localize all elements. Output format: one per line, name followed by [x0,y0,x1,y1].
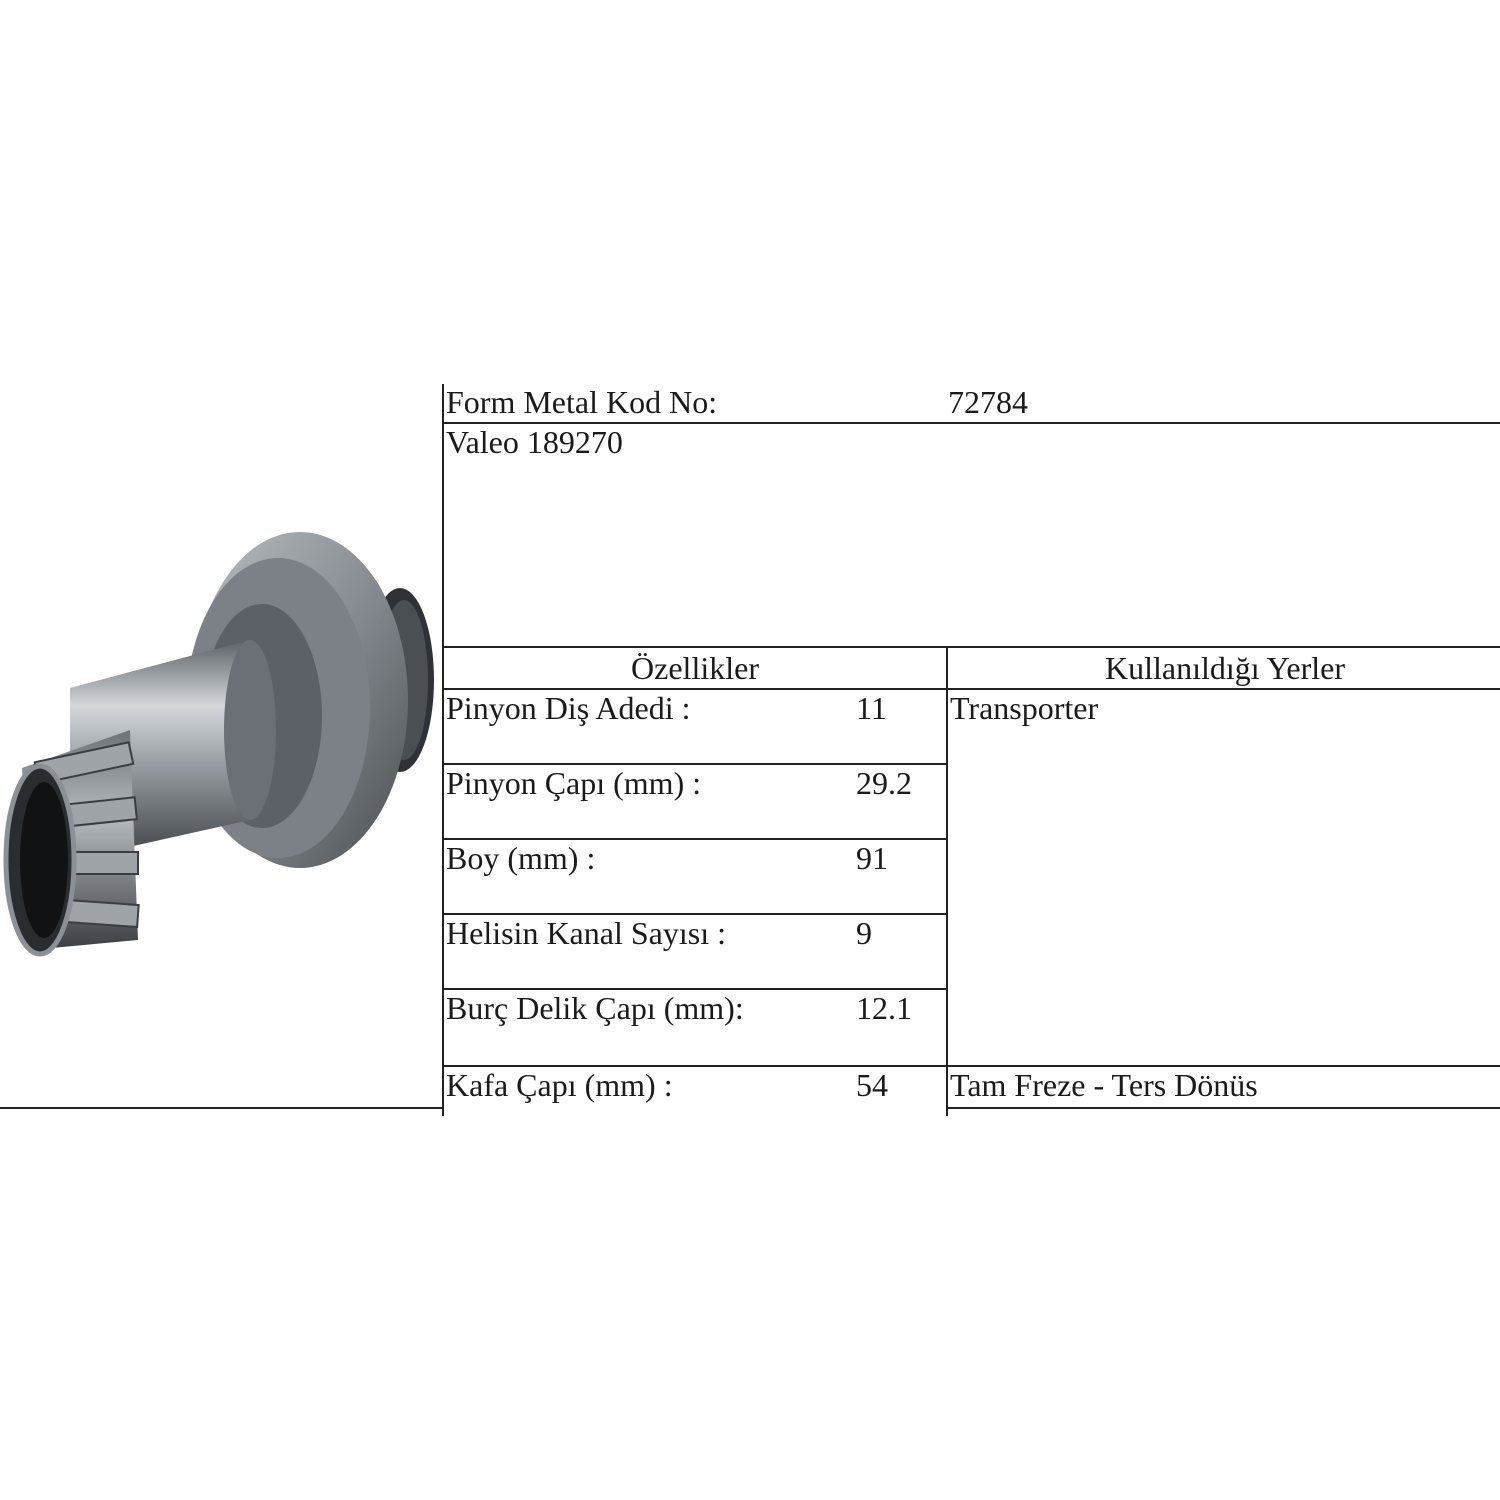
spec-sheet [442,384,1500,1116]
spec-label: Helisin Kanal Sayısı : [446,915,726,951]
reference-number: Valeo 189270 [446,424,623,460]
spec-value: 11 [856,690,887,726]
code-label: Form Metal Kod No: [446,384,718,420]
spec-label: Burç Delik Çapı (mm): [446,990,744,1026]
code-value: 72784 [948,384,1028,420]
spec-label: Boy (mm) : [446,840,596,876]
divider [948,1107,1500,1109]
spec-label: Pinyon Diş Adedi : [446,690,691,726]
spec-value: 54 [856,1067,888,1103]
usage-vehicle: Transporter [950,690,1099,726]
usage-header: Kullanıldığı Yerler [1105,650,1345,686]
spec-value: 29.2 [856,765,912,801]
starter-pinion-image [0,520,442,960]
spec-label: Kafa Çapı (mm) : [446,1067,673,1103]
divider [444,646,1500,648]
spec-label: Pinyon Çapı (mm) : [446,765,702,801]
features-header: Özellikler [631,650,759,686]
usage-note: Tam Freze - Ters Dönüs [950,1067,1258,1103]
bottom-rule [0,1107,442,1109]
spec-value: 9 [856,915,872,951]
spec-value: 12.1 [856,990,912,1026]
spec-value: 91 [856,840,888,876]
